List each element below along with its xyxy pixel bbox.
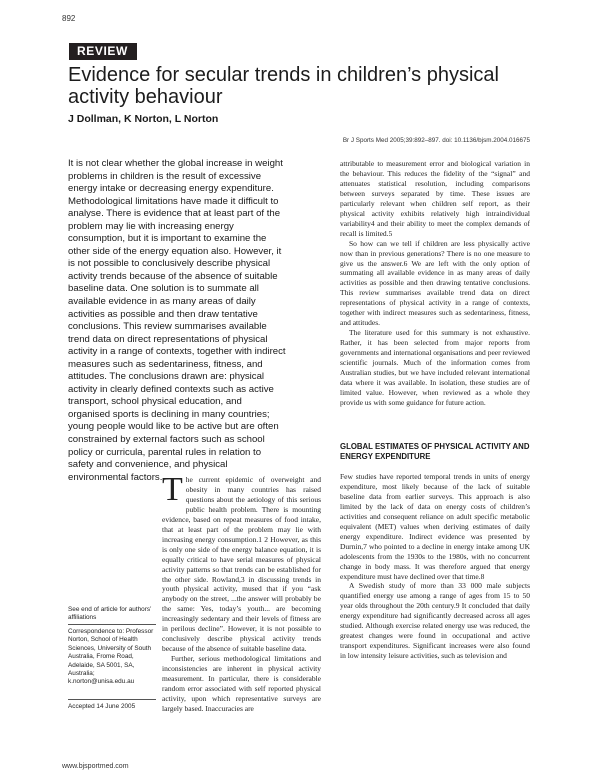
drop-cap: T [162,471,183,508]
body-paragraph: The literature used for this summary is not exhaustive. Rather, it has been selected from major reports from governments and international organisations and peer reviewed scientific journals. Much of the information comes from Australian studies, but we have included relevant international data where it was available. In isolation, these studies are of limited value. However, when reviewed as a whole they provide us with some guidance for future action. [340,328,530,407]
body-column-left [162,471,321,714]
correspondence: Correspondence to: Professor Norton, School of Health Sciences, University of South Australia, Frome Road, Adelaide, SA 5001, SA, Australia; k.norton@unisa.edu.au [68,628,154,686]
citation: Br J Sports Med 2005;39:892–897. doi: 10.1136/bjsm.2004.016675 [342,137,530,144]
accepted-date: Accepted 14 June 2005 [68,703,136,710]
intro-paragraph-text: he current epidemic of overweight and obesity in many countries has raised questions about the aetiology of this serious public health problem. There is mounting evidence, based on repeat measures of food intake, that at least part of the problem may lie with increasing energy consumption.1 2 However, as this is only one side of the energy balance equation, it is equally critical to have serial measures of physical activity patterns so that trends can be established for the other side. Rowland,3 in discussing trends in youth physical activity, mused that if you “ask anybody on the street, ...the answer will probably be the same: Yes, today’s youth... are becoming increasingly sedentary and their levels of fitness are in perilous decline”. However, it is not possible to conclusively describe physical activity trends because of the absence of suitable baseline data. [162,475,321,654]
article-title: Evidence for secular trends in children’s physical activity behaviour [68,64,499,108]
body-column-right [340,159,530,408]
body-paragraph: Few studies have reported temporal trends in units of energy expenditure, most likely because of the lack of suitable baseline data from earlier surveys. This approach is also limited by the lack of data on energy costs of children’s activities and consequent reliance on adult specific metabolic equivalent (MET) values when deriving estimates of daily energy expenditure. Indirect evidence was presented by Durnin,7 who pointed to a decline in energy intake among UK adolescents from the 1930s to the 1980s, with no concurrent change in body mass. It was therefore argued that energy expenditure must have declined over that time.8 [340,472,530,581]
section-heading: GLOBAL ESTIMATES OF PHYSICAL ACTIVITY AND ENERGY EXPENDITURE [340,442,530,461]
journal-url: www.bjsportmed.com [62,763,129,770]
affiliations-note: See end of article for authors’ affiliations [68,606,152,622]
sidebar-divider [68,624,156,625]
body-paragraph: Further, serious methodological limitations and inconsistencies are inherent in physical activity measurement. In particular, there is considerable random error associated with self reported physical activity, upon which representative surveys are largely based. Inaccuracies are [162,654,321,713]
sidebar-divider [68,699,156,700]
page-number: 892 [62,14,76,23]
body-paragraph: A Swedish study of more than 33 000 male subjects quantified energy use among a range of ages from 15 to 50 year olds throughout the 20th century.9 It concluded that daily energy expenditure had significantly decreased across all ages studied. Although exercise related energy use was reduced, the greatest changes were found in occupational and active transport expenditures. Significant increases were also found in low intensity leisure activities, such as television and [340,581,530,661]
section-label: REVIEW [69,43,137,60]
intro-paragraph [162,471,321,654]
body-paragraph: So how can we tell if children are less physically active now than in previous generations? There is no one measure to give us the answer.6 We are left with the only option of summating all available evidence in as many areas of daily activities as possible and then drawing tentative conclusions. This review summarises available trend data on direct representations of physical activity in a range of contexts, together with indirect measures such as sedentariness, fitness, and attitudes. [340,238,530,328]
abstract: It is not clear whether the global increase in weight problems in children is the result of excessive energy intake or decreasing energy expenditure. Methodological limitations have made it difficult to analyse. There is evidence that at least part of the problem may lie with increasing energy consumption, but it is important to examine the other side of the energy equation also. However, it is not possible to conclusively describe physical activity trends because of the absence of suitable baseline data. One solution is to summate all available evidence in as many areas of daily activities as possible and then draw tentative conclusions. This review summarises available trend data on direct representations of physical activity in a range of contexts, together with indirect measures such as sedentariness, fitness, and attitudes. The conclusions drawn are: physical activity in clearly defined contexts such as active transport, school physical education, and organised sports is declining in many countries; young people would like to be active but are often constrained by external factors such as school policy or curricula, parental rules in relation to safety and convenience, and physical environmental factors. [68,158,286,483]
body-column-right-lower [340,472,530,661]
body-paragraph: attributable to measurement error and biological variation in the behaviour. This reduces the fidelity of the “signal” and attenuates statistical resolution, including comparisons between surveys separated by time. These issues are particularly relevant when children self report, as their physical activity exhibits relatively high intraindividual variability4 and their ability to meet the complex demands of recall is limited.5 [340,159,530,238]
authors: J Dollman, K Norton, L Norton [68,113,219,125]
